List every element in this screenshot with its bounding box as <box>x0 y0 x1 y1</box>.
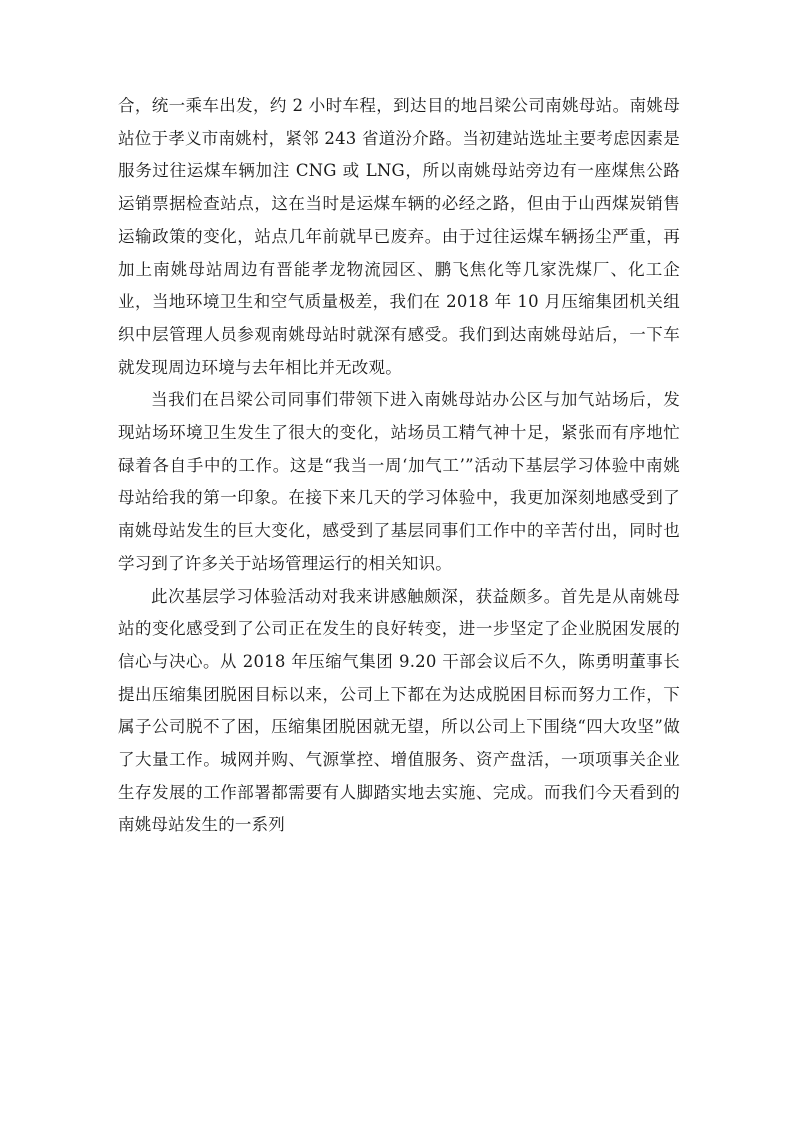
paragraph-2: 当我们在吕梁公司同事们带领下进入南姚母站办公区与加气站场后，发现站场环境卫生发生了很大的变化，站场员工精气神十足，紧张而有序地忙碌着各自手中的工作。这是“我当一周‘加气工’”活动下基层学习体验中南姚母站给我的第一印象。在接下来几天的学习体验中，我更加深刻地感受到了南姚母站发生的巨大变化，感受到了基层同事们工作中的辛苦付出，同时也学习到了许多关于站场管理运行的相关知识。 <box>118 390 680 573</box>
paragraph-3: 此次基层学习体验活动对我来讲感触颇深，获益颇多。首先是从南姚母站的变化感受到了公司正在发生的良好转变，进一步坚定了企业脱困发展的信心与决心。从 2018 年压缩气集团 9.20 干部会议后不久，陈勇明董事长提出压缩集团脱困目标以来，公司上下都在为达成脱困目标而努力工作，下属子公司脱不了困，压缩集团脱困就无望，所以公司上下围绕“四大攻坚”做了大量工作。城网并购、气源掌控、增值服务、资产盘活，一项项事关企业生存发展的工作部署都需要有人脚踏实地去实施、完成。而我们今天看到的南姚母站发生的一系列 <box>118 586 680 835</box>
paragraph-1: 合，统一乘车出发，约 2 小时车程，到达目的地吕梁公司南姚母站。南姚母站位于孝义市南姚村，紧邻 243 省道汾介路。当初建站选址主要考虑因素是服务过往运煤车辆加注 CNG 或 LNG，所以南姚母站旁边有一座煤焦公路运销票据检查站点，这在当时是运煤车辆的必经之路，但由于山西煤炭销售运输政策的变化，站点几年前就早已废弃。由于过往运煤车辆扬尘严重，再加上南姚母站周边有晋能孝龙物流园区、鹏飞焦化等几家洗煤厂、化工企业，当地环境卫生和空气质量极差，我们在 2018 年 10 月压缩集团机关组织中层管理人员参观南姚母站时就深有感受。我们到达南姚母站后，一下车就发现周边环境与去年相比并无改观。 <box>118 96 680 377</box>
document-body <box>118 90 680 842</box>
